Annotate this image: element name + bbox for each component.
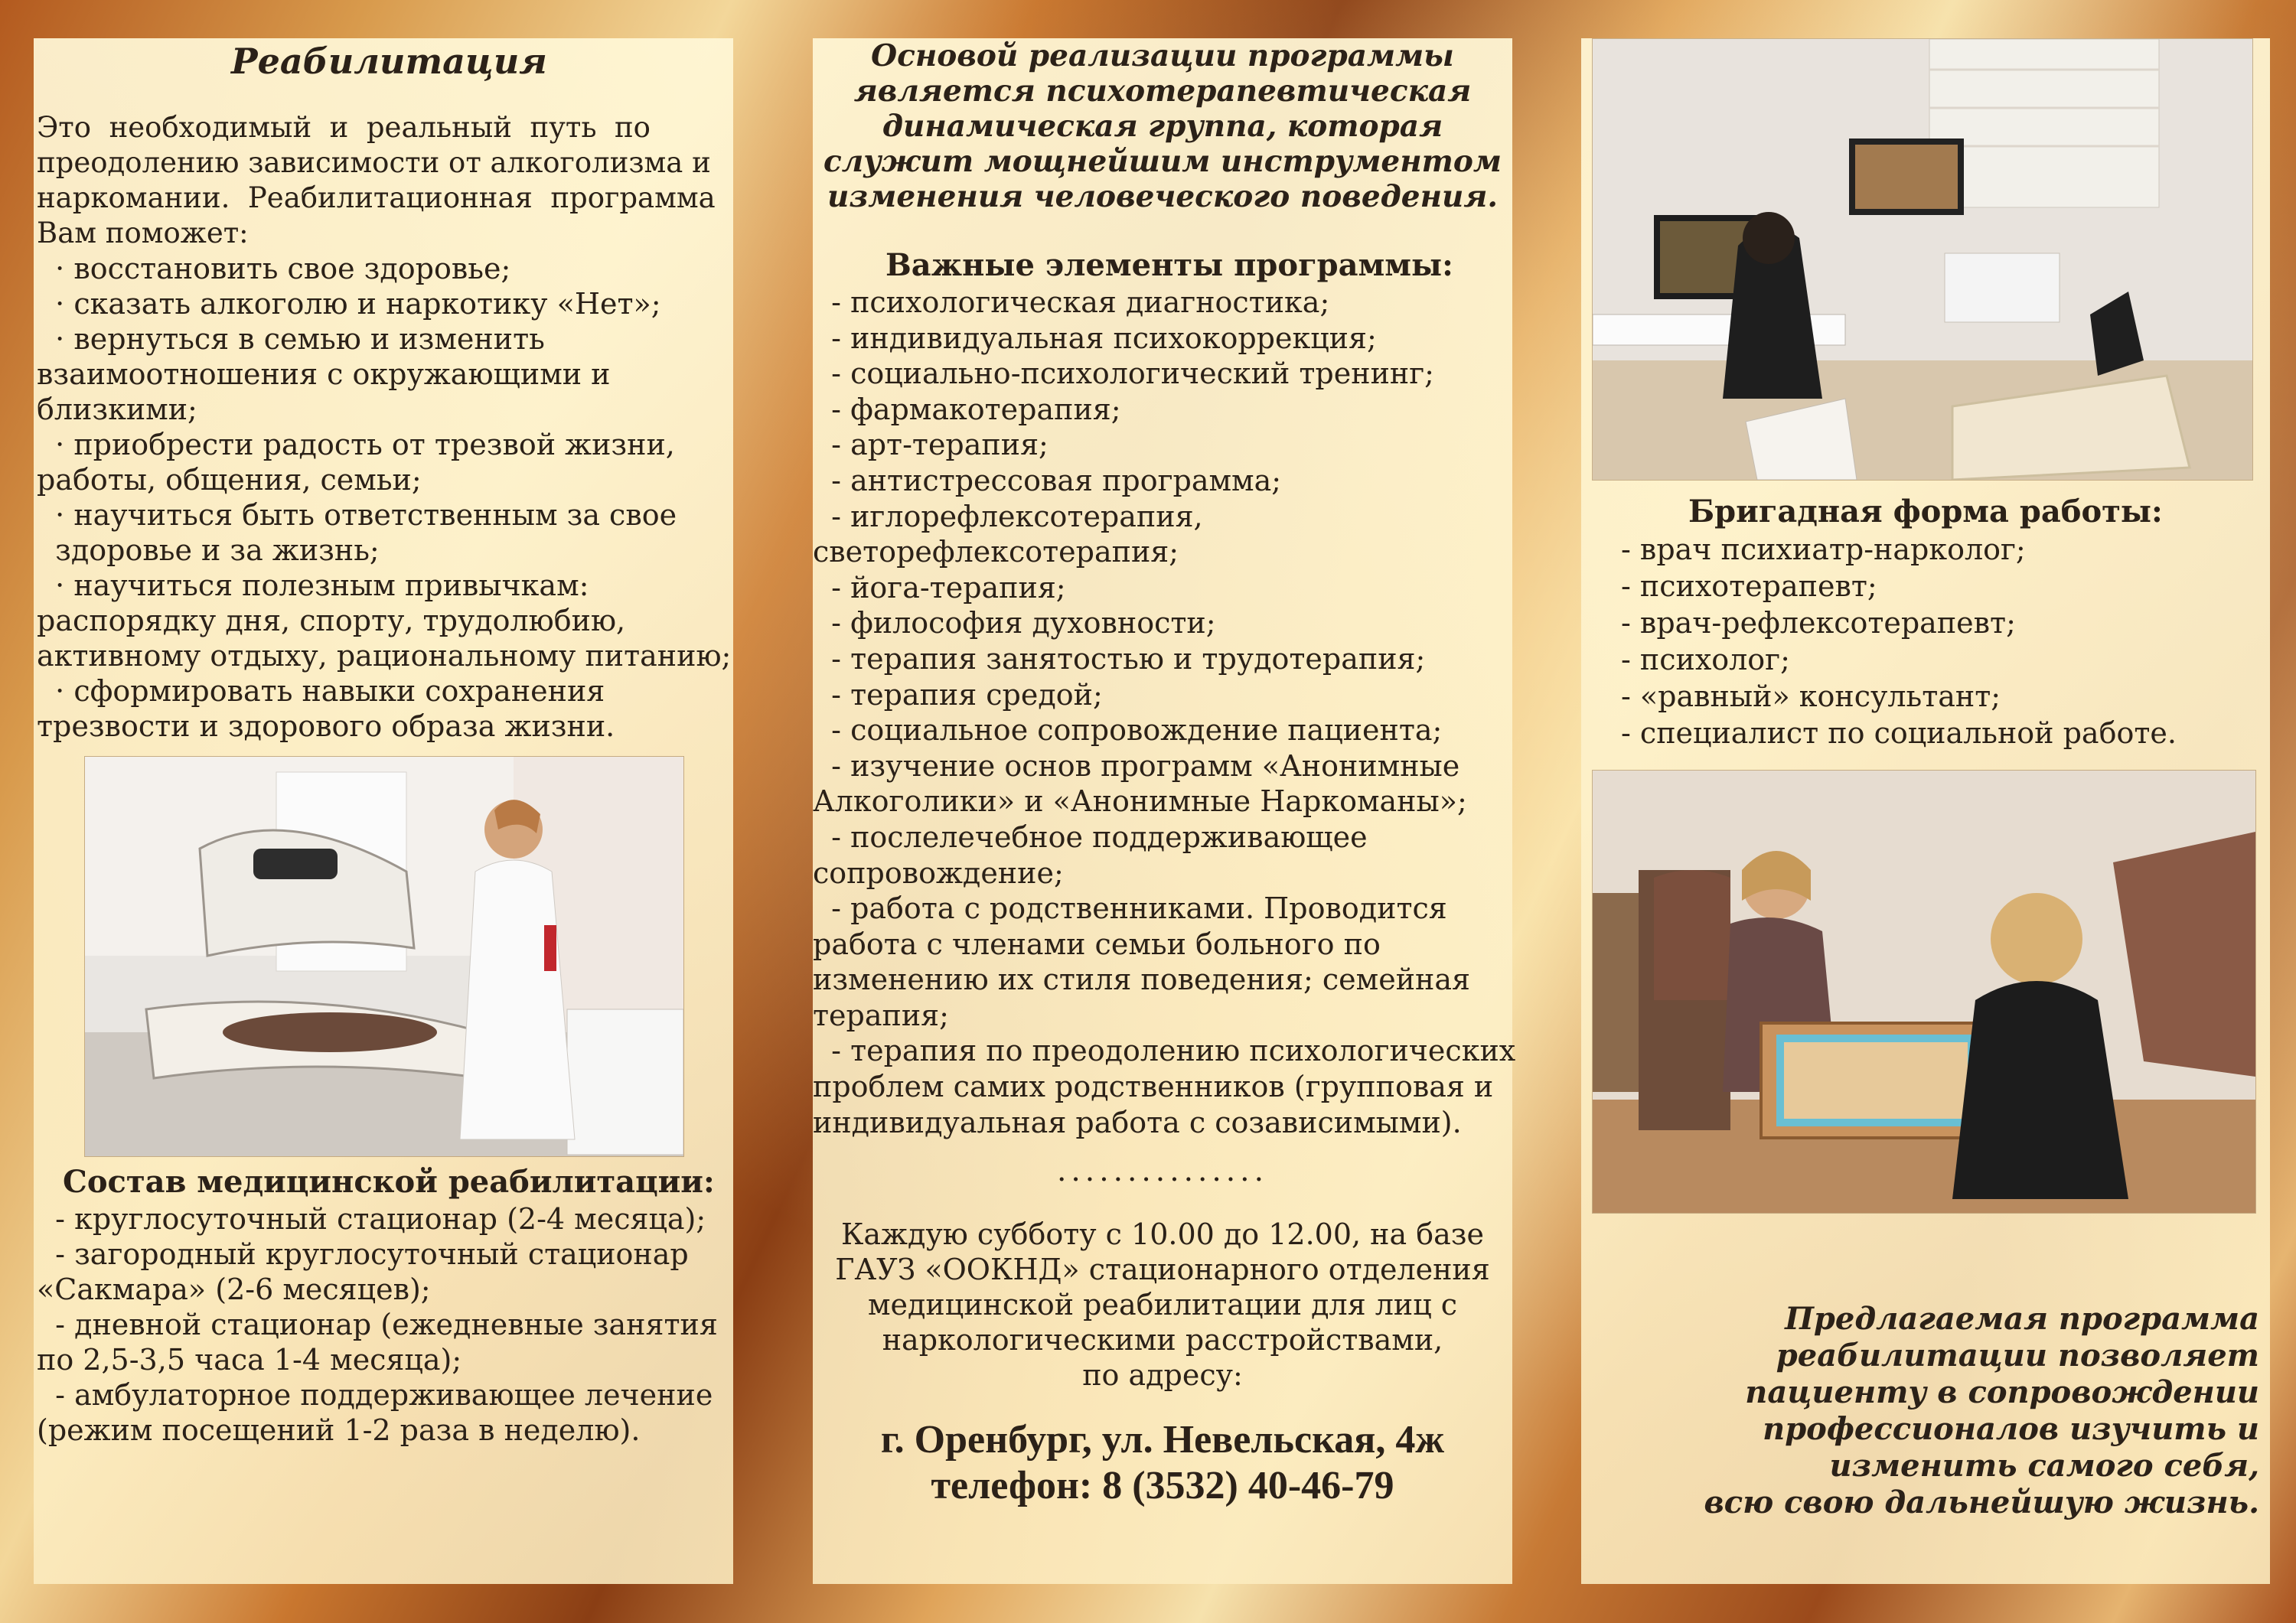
element-line: - работа с родственниками. Проводится [813,891,1447,926]
closing-line: всю свою дальнейшую жизнь. [1704,1484,2259,1520]
elements-title: Важные элементы программы: [885,247,1453,283]
schedule-line: по адресу: [1082,1358,1243,1392]
schedule-line: ГАУЗ «ООКНД» стационарного отделения [835,1253,1490,1286]
element-line: индивидуальная работа с созависимыми). [813,1105,1462,1139]
element-line: - социально-психологический тренинг; [813,357,1434,391]
intro-line: Вам поможет: [37,217,249,249]
team-line: - врач-рефлексотерапевт; [1621,606,2016,640]
element-line: - терапия занятостью и трудотерапия; [813,641,1426,676]
composition-line: - дневной стационар (ежедневные занятия [37,1308,718,1341]
rehab-title: Реабилитация [231,41,547,82]
schedule-line: Каждую субботу с 10.00 до 12.00, на базе [840,1217,1484,1251]
intro-line: Это необходимый и реальный путь по [37,111,651,144]
lead-line: Основой реализации программы [871,38,1454,73]
benefit-line: · восстановить свое здоровье; [37,252,511,285]
benefit-line: · приобрести радость от трезвой жизни, [37,428,675,461]
benefit-line: здоровье и за жизнь; [37,533,380,567]
element-line: изменению их стиля поведения; семейная [813,963,1470,997]
composition-line: - загородный круглосуточный стационар [37,1237,689,1271]
lead-line: служит мощнейшим инструментом [823,144,1502,179]
element-line: - йога-терапия; [813,570,1066,605]
intro-block [37,110,733,251]
schedule-line: медицинской реабилитации для лиц с [867,1288,1458,1322]
element-line: - терапия средой; [813,677,1103,712]
element-line: - фармакотерапия; [813,392,1121,426]
element-line: - философия духовности; [813,606,1216,640]
schedule-line: наркологическими расстройствами, [882,1323,1443,1357]
team-line: - «равный» консультант; [1621,680,2001,713]
element-line: работа с членами семьи больного по [813,927,1381,961]
separator-dots: ............... [1057,1154,1268,1188]
lead-line: динамическая группа, которая [882,109,1443,144]
closing-line: изменить самого себя, [1829,1448,2259,1484]
team-line: - психолог; [1621,643,1790,676]
benefit-line: близкими; [37,393,197,426]
composition-line: - круглосуточный стационар (2-4 месяца); [37,1202,706,1236]
team-title: Бригадная форма работы: [1688,494,2163,530]
schedule-block [813,1217,1512,1393]
benefit-line: · научиться быть ответственным за свое [37,498,677,532]
closing-line: профессионалов изучить и [1763,1411,2259,1447]
element-line: - антистрессовая программа; [813,463,1282,497]
element-line: сопровождение; [813,855,1064,890]
team-line: - специалист по социальной работе. [1621,716,2177,750]
address: г. Оренбург, ул. Невельская, 4ж [880,1418,1445,1462]
composition-line: «Сакмара» (2-6 месяцев); [37,1273,431,1306]
element-line: терапия; [813,998,949,1032]
team-line: - врач психиатр-нарколог; [1621,533,2026,566]
left-panel [34,38,733,1584]
benefit-line: трезвости и здорового образа жизни. [37,709,615,743]
benefit-line: · научиться полезным привычкам: [37,569,589,602]
element-line: - иглорефлексотерапия, [813,499,1203,533]
benefit-line: · вернуться в семью и изменить [37,322,545,356]
benefits-list [37,251,733,744]
benefit-line: · сказать алкоголю и наркотику «Нет»; [37,287,661,321]
composition-line: по 2,5-3,5 часа 1-4 месяца); [37,1343,462,1377]
intro-line: преодолению зависимости от алкоголизма и [37,146,711,179]
phone-number: телефон: 8 (3532) 40-46-79 [931,1464,1394,1507]
element-line: - психологическая диагностика; [813,285,1330,319]
element-line: - терапия по преодолению психологических [813,1034,1516,1068]
element-line: - социальное сопровождение пациента; [813,713,1443,748]
closing-line: Предлагаемая программа [1785,1301,2259,1337]
lead-statement [813,38,1512,214]
element-line: - индивидуальная психокоррекция; [813,321,1377,355]
closing-line: реабилитации позволяет [1776,1338,2259,1374]
middle-panel [813,38,1516,1584]
composition-title: Состав медицинской реабилитации: [63,1164,715,1200]
lead-line: является психотерапевтическая [853,73,1472,109]
sand-therapy-photo [1592,770,2256,1214]
element-line: - арт-терапия; [813,428,1049,462]
intro-line: наркомании. Реабилитационная программа [37,181,716,214]
closing-statement [1704,1301,2259,1521]
composition-line: - амбулаторное поддерживающее лечение [37,1378,713,1412]
benefit-line: взаимоотношения с окружающими и [37,357,611,391]
benefit-line: активному отдыху, рациональному питанию; [37,639,732,673]
composition-line: (режим посещений 1-2 раза в неделю). [37,1413,641,1447]
lead-line: изменения человеческого поведения. [827,179,1498,214]
element-line: - изучение основ программ «Анонимные [813,748,1460,783]
element-line: - послелечебное поддерживающее [813,820,1368,854]
element-line: проблем самих родственников (групповая и [813,1070,1494,1104]
neurofeedback-room-photo [1592,38,2253,481]
elements-list [813,285,1516,1140]
team-list [1621,531,2264,751]
medical-procedure-photo [84,756,684,1157]
right-panel [1581,38,2270,1584]
team-line: - психотерапевт; [1621,569,1877,603]
composition-list [37,1201,733,1448]
closing-line: пациенту в сопровождении [1745,1374,2259,1410]
element-line: светорефлексотерапия; [813,535,1179,569]
benefit-line: · сформировать навыки сохранения [37,674,605,708]
benefit-line: распорядку дня, спорту, трудолюбию, [37,604,626,637]
benefit-line: работы, общения, семьи; [37,463,422,497]
element-line: Алкоголики» и «Анонимные Наркоманы»; [813,784,1467,819]
